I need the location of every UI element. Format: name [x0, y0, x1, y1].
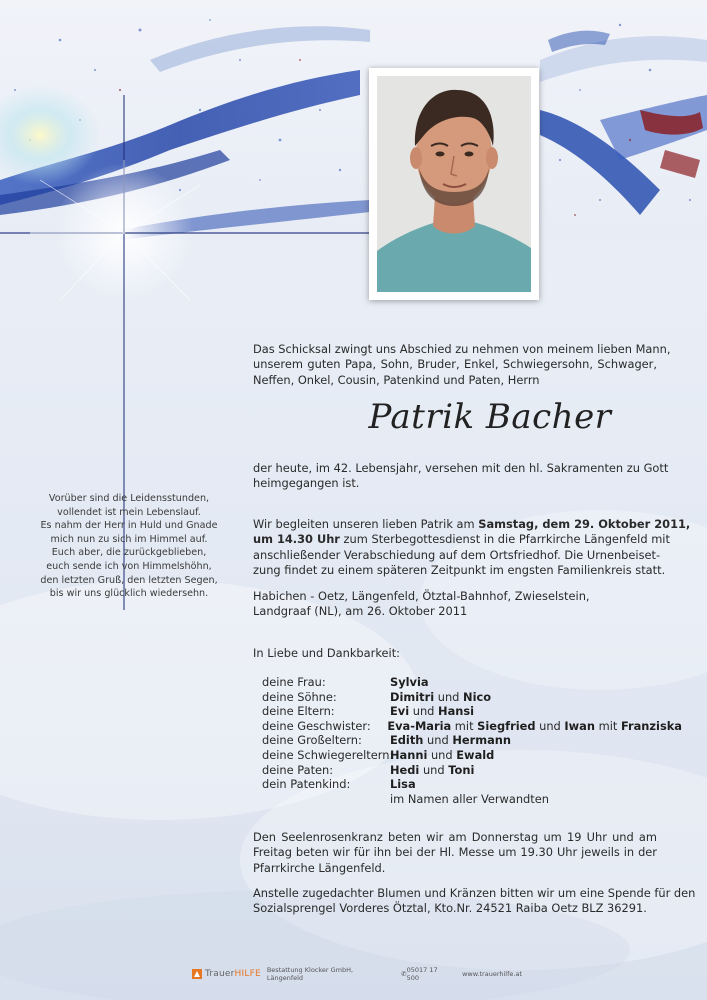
family-names [390, 690, 491, 705]
rosary-line: Pfarrkirche Längenfeld. [253, 860, 386, 875]
place-line: Landgraaf (NL), am 26. Oktober 2011 [253, 604, 468, 619]
family-row [262, 719, 682, 734]
poem-line: Euch aber, die zurückgeblieben, [51, 547, 207, 559]
intro-line: Neffen, Onkel, Cousin, Patenkind und Paten, Herrn [253, 372, 540, 387]
family-connector: und [409, 704, 439, 719]
ceremony-time: um 14.30 Uhr [253, 532, 340, 547]
family-row [262, 777, 682, 792]
ceremony-text-part: Wir begleiten unseren lieben Patrik am [253, 517, 479, 531]
family-row [262, 748, 682, 763]
brand-part: HILFE [234, 969, 261, 979]
phone-icon: ✆ [401, 970, 407, 978]
donation-line: Anstelle zugedachter Blumen und Kränzen bitten wir um eine Spende für den [253, 886, 696, 900]
family-relation: dein Patenkind: [262, 777, 351, 792]
family-relation: deine Frau: [262, 675, 326, 689]
family-member-name: Franziska [620, 718, 682, 733]
donation-line: Sozialsprengel Vorderes Ötztal, Kto.Nr. 24521 Raiba Oetz BLZ 36291. [253, 901, 647, 916]
brand-part: Trauer [204, 969, 235, 979]
family-connector: und [423, 733, 453, 748]
poem-line: Es nahm der Herr in Huld und Gnade [40, 520, 218, 532]
family-connector: und [419, 762, 449, 777]
donation-text [253, 886, 696, 917]
poem-line: euch sende ich von Himmelshöhn, [46, 560, 212, 572]
poem [18, 492, 240, 601]
footer-brand [205, 969, 261, 979]
family-member-name: Toni [448, 762, 475, 777]
family-member-name: Lisa [390, 777, 416, 792]
thanks-heading: In Liebe und Dankbarkeit: [253, 646, 400, 660]
family-member-name: Sylvia [390, 675, 429, 689]
family-names [390, 777, 416, 792]
family-row [262, 704, 682, 719]
family-names [387, 719, 682, 734]
portrait-photo [369, 68, 539, 300]
family-connector: im Namen aller Verwandten [390, 791, 549, 806]
rosary-line: Den Seelenrosenkranz beten wir am Donnerstag um 19 Uhr und am [253, 830, 657, 844]
family-names [390, 763, 474, 778]
poem-line: Vorüber sind die Leidensstunden, [48, 493, 210, 504]
trauerhilfe-logo-icon [192, 969, 202, 979]
footer-phone: 05017 17 500 [406, 966, 438, 982]
age-line: der heute, im 42. Lebensjahr, versehen mit den hl. Sakramenten zu Gott [253, 461, 669, 475]
family-names [390, 748, 494, 763]
family-connector: und [535, 718, 565, 733]
family-relation: deine Eltern: [262, 704, 335, 719]
poem-line: den letzten Gruß, den letzten Segen, [40, 574, 218, 586]
intro-text [253, 342, 671, 388]
family-member-name: Edith [390, 733, 424, 748]
family-relation: deine Geschwister: [262, 718, 371, 733]
family-member-name: Hermann [452, 733, 511, 748]
family-member-name: Evi [390, 704, 410, 719]
family-row [262, 792, 682, 807]
family-list [262, 675, 682, 806]
place-date [253, 589, 657, 620]
footer [192, 966, 522, 982]
footer-company: Bestattung Klocker GmbH, Längenfeld [266, 966, 354, 982]
family-relation: deine Söhne: [262, 689, 337, 704]
intro-line: Das Schicksal zwingt uns Abschied zu nehmen von meinem lieben Mann, [253, 342, 671, 356]
family-relation: deine Paten: [262, 762, 334, 777]
family-names [390, 792, 549, 807]
poem-line: mich nun zu sich im Himmel auf. [50, 533, 208, 545]
family-relation: deine Großeltern: [262, 733, 362, 748]
family-member-name: Siegfried [477, 718, 536, 733]
ceremony-line [253, 517, 691, 532]
ceremony-line: anschließender Verabschiedung auf dem Ortsfriedhof. Die Urnenbeiset- [253, 547, 661, 562]
family-relation [262, 792, 390, 807]
family-member-name: Dimitri [390, 689, 435, 704]
family-member-name: Hedi [390, 762, 420, 777]
family-relation: deine Schwiegereltern: [262, 747, 394, 762]
ceremony-date: Samstag, dem 29. Oktober 2011, [478, 517, 691, 531]
ceremony-text [253, 517, 691, 578]
family-row [262, 733, 682, 748]
place-line: Habichen - Oetz, Längenfeld, Ötztal-Bahnhof, Zwieselstein, [253, 589, 590, 603]
family-names [390, 675, 429, 690]
age-text [253, 461, 669, 492]
ceremony-text-part: zum Sterbegottesdienst in die Pfarrkirche Längenfeld mit [339, 532, 670, 547]
rosary-line: Freitag beten wir für ihn bei der Hl. Messe um 19.30 Uhr jeweils in der [253, 845, 657, 860]
rosary-text [253, 830, 657, 876]
ceremony-line: zung findet zu einem späteren Zeitpunkt im engsten Familienkreis statt. [253, 562, 666, 577]
family-row [262, 763, 682, 778]
family-row [262, 675, 682, 690]
family-connector: und [434, 689, 464, 704]
family-names [390, 704, 474, 719]
family-member-name: Hansi [438, 704, 475, 719]
family-member-name: Iwan [564, 718, 595, 733]
family-member-name: Hanni [390, 747, 428, 762]
family-member-name: Nico [463, 689, 492, 704]
deceased-name-text: Patrik Bacher [368, 397, 612, 437]
age-line: heimgegangen ist. [253, 476, 360, 491]
poem-line: bis wir uns glücklich wiedersehn. [49, 588, 209, 600]
family-names [390, 733, 511, 748]
family-connector: und [427, 747, 457, 762]
footer-web[interactable]: www.trauerhilfe.at [462, 970, 522, 978]
intro-line: unserem guten Papa, Sohn, Bruder, Enkel, Schwiegersohn, Schwager, [253, 357, 657, 372]
poem-line: vollendet ist mein Lebenslauf. [57, 506, 201, 518]
deceased-name [330, 390, 650, 440]
family-connector: mit [594, 718, 621, 733]
ceremony-line [253, 532, 670, 547]
family-row [262, 690, 682, 705]
family-member-name: Eva-Maria [387, 718, 452, 733]
family-connector: mit [451, 718, 478, 733]
family-member-name: Ewald [456, 747, 495, 762]
